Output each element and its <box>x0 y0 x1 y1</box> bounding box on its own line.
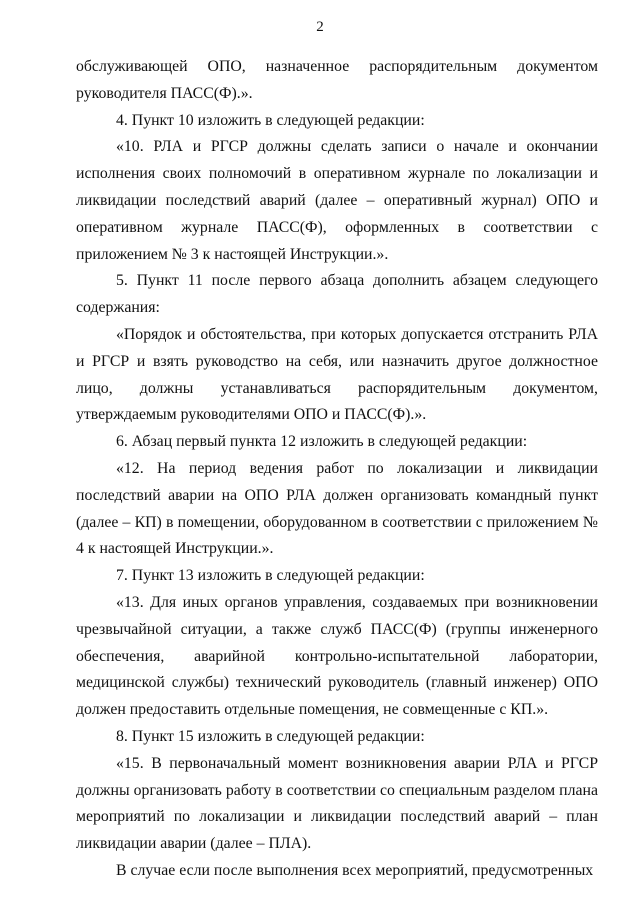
paragraph-quote-12: «12. На период ведения работ по локализации и ликвидации последствий аварии на ОПО РЛА должен организовать командный пункт (далее – КП) в помещении, оборудованном в соответствии с приложением № 4 к настоящей Инструкции.». <box>76 459 598 558</box>
paragraph-item-5: 5. Пункт 11 после первого абзаца дополнить абзацем следующего содержания: <box>76 272 598 317</box>
paragraph-quote-13: «13. Для иных органов управления, создаваемых при возникновении чрезвычайной ситуации, а также служб ПАСС(Ф) (группы инженерного обеспечения, аварийной контрольно-испытательной лаборатории, медицинской службы) технический руководитель (главный инженер) ОПО должен предоставить отдельные помещения, не совмещенные с КП.». <box>76 593 598 719</box>
document-body <box>76 54 598 885</box>
paragraph-case: В случае если после выполнения всех мероприятий, предусмотренных <box>116 861 594 879</box>
paragraph-quote-10: «10. РЛА и РГСР должны сделать записи о начале и окончании исполнения своих полномочий в оперативном журнале по локализации и ликвидации последствий аварий (далее – оперативный журнал) ОПО и оперативном журнале ПАСС(Ф), оформленных в соответствии с приложением № 3 к настоящей Инструкции.». <box>76 138 598 263</box>
paragraph-item-6: 6. Абзац первый пункта 12 изложить в следующей редакции: <box>116 433 528 451</box>
paragraph-item-7: 7. Пункт 13 изложить в следующей редакции: <box>116 567 425 585</box>
paragraph-item-8: 8. Пункт 15 изложить в следующей редакции: <box>116 727 425 745</box>
paragraph-item-4: 4. Пункт 10 изложить в следующей редакции: <box>116 111 425 129</box>
page-number: 2 <box>316 19 324 35</box>
paragraph-quote-15: «15. В первоначальный момент возникновения аварии РЛА и РГСР должны организовать работу в соответствии со специальным разделом плана мероприятий по локализации и ликвидации последствий аварий – план ликвидации аварии (далее – ПЛА). <box>76 754 598 853</box>
paragraph-quote-11: «Порядок и обстоятельства, при которых допускается отстранить РЛА и РГСР и взять руководство на себя, или назначить другое должностное лицо, должны устанавливаться распорядительным документом, утверждаемым руководителями ОПО и ПАСС(Ф).». <box>76 325 598 424</box>
paragraph-continuation: обслуживающей ОПО, назначенное распорядительным документом руководителя ПАСС(Ф).». <box>76 58 598 102</box>
